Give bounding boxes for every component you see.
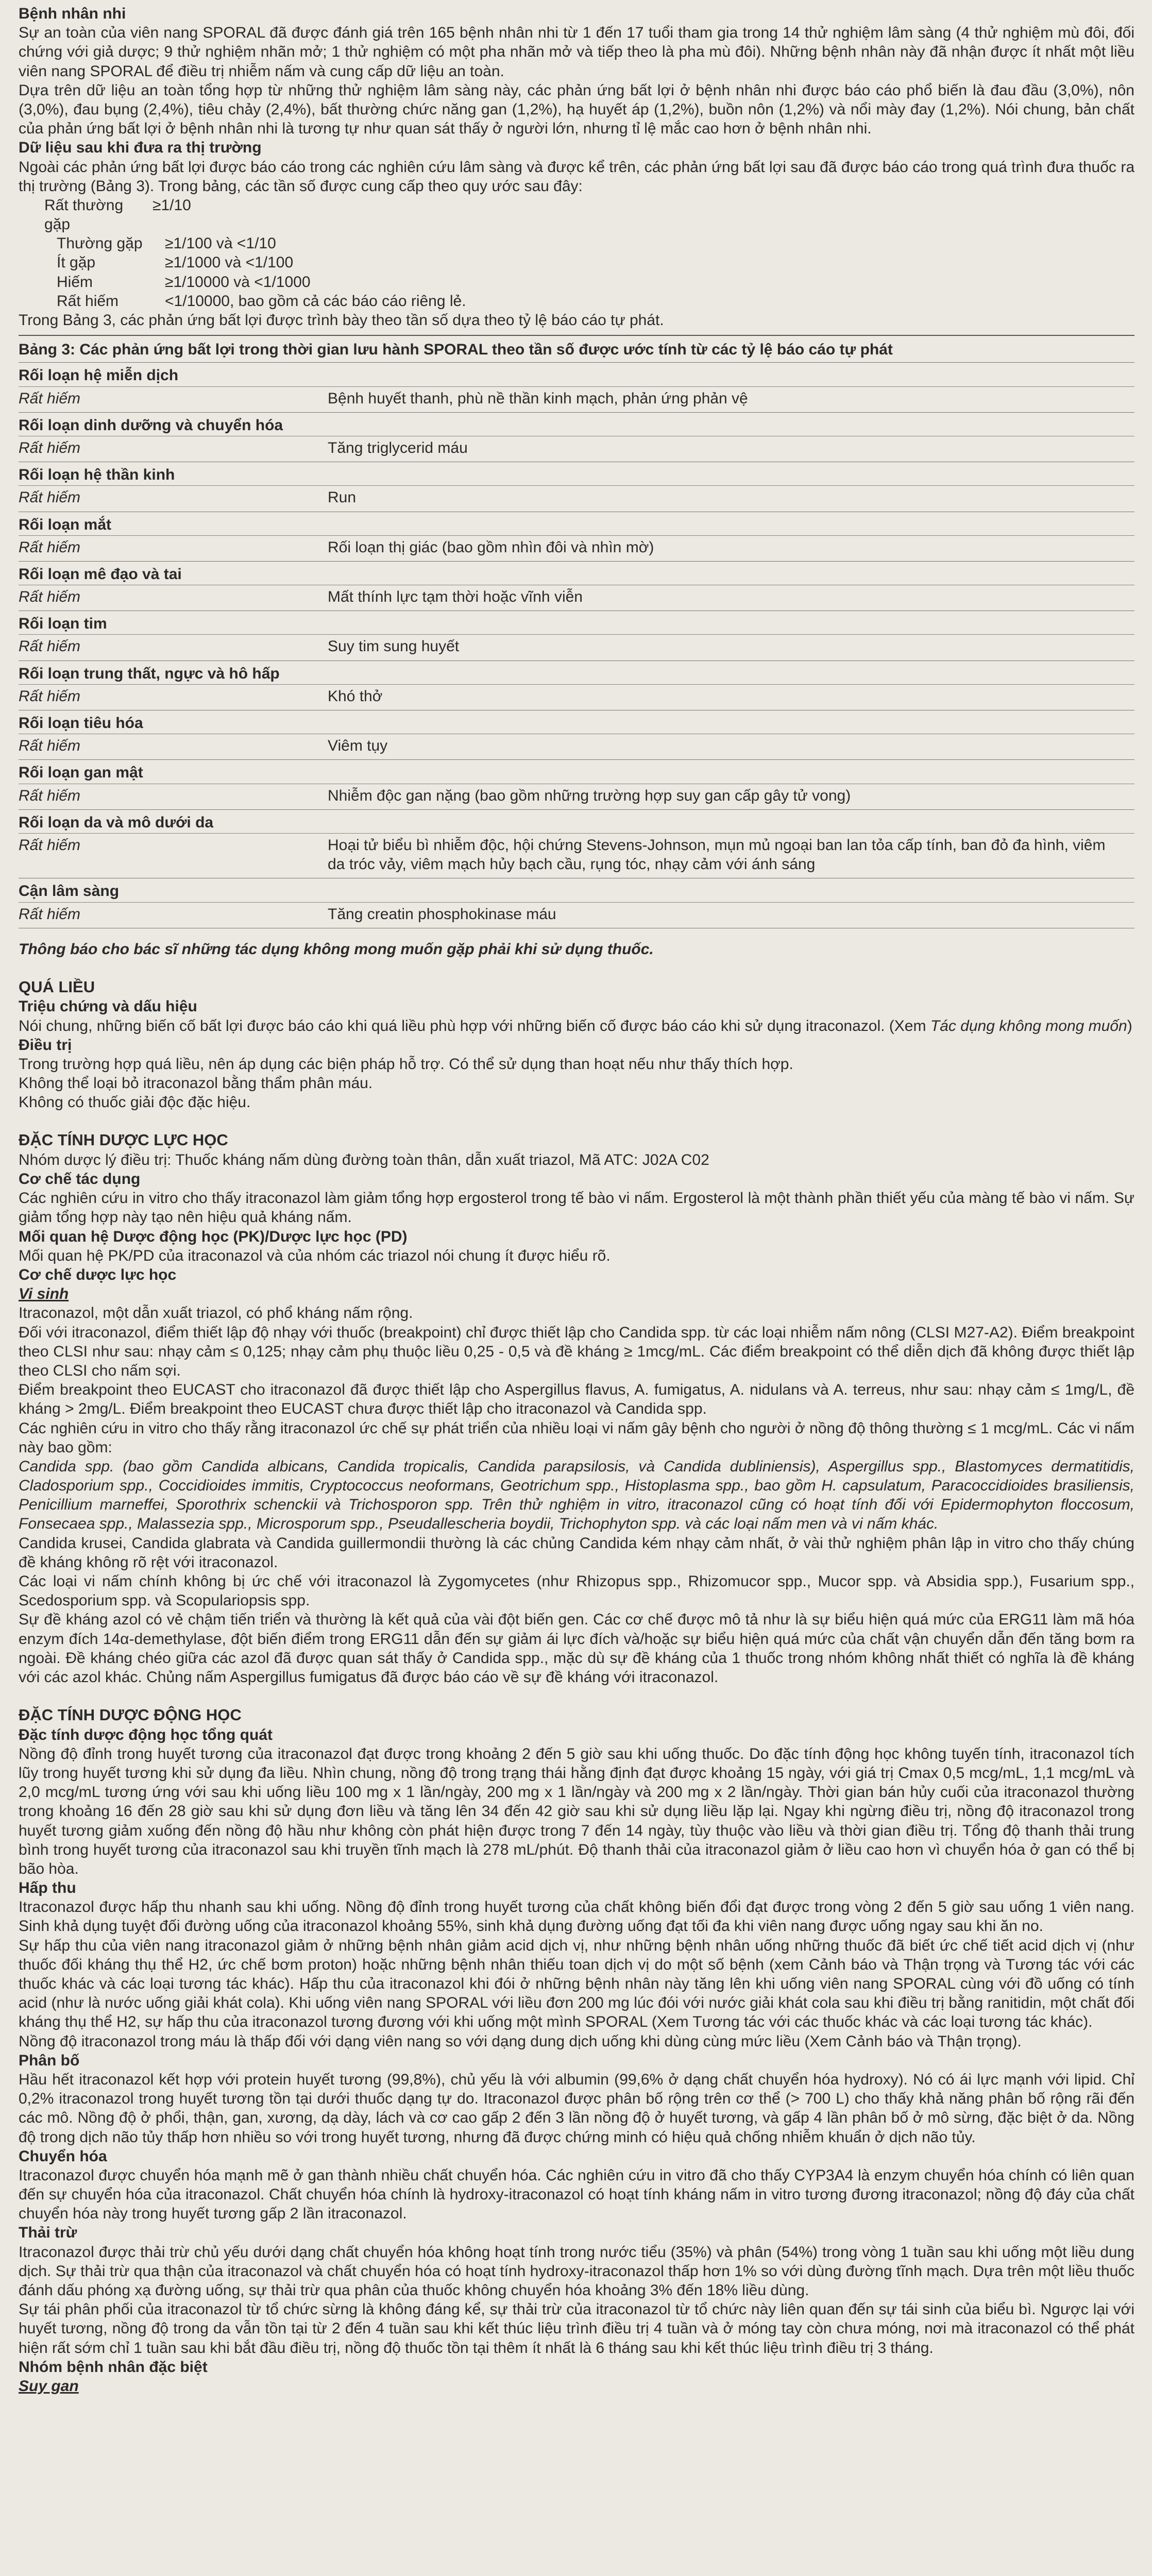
adverse-reaction: Hoại tử biểu bì nhiễm độc, hội chứng Stevens-Johnson, mụn mủ ngoại ban lan tỏa cấp tính, ban đỏ đa hình, viêm da tróc vảy, viêm mạch hủy bạch cầu, rụng tóc, nhạy cảm với ánh sáng: [328, 836, 1106, 873]
table-3: [19, 340, 1134, 959]
pharmacotherapeutic-group: Nhóm dược lý điều trị: Thuốc kháng nấm dùng đường toàn thân, dẫn xuất triazol, Mã ATC: J02A C02: [19, 1151, 709, 1168]
organ-class: Rối loạn mắt: [19, 516, 112, 533]
organ-class: Rối loạn tiêu hóa: [19, 715, 143, 732]
elimination-paragraph: Sự tái phân phối của itraconazol từ tổ chức sừng là không đáng kể, sự thải trừ của itraconazol từ tổ chức này liên quan đến sự tái sinh của biểu bì. Ngược lại với huyết tương, nồng độ trong da vẫn tồn tại từ 2 đến 4 tuần sau khi kết thúc liệu trình điều trị 4 tuần và ở móng tay còn chưa móng, nơi mà itraconazol có thể phát hiện rất sớm chỉ 1 tuần sau khi bắt đầu điều trị, nồng độ thuốc tồn tại thêm ít nhất là 6 tháng sau khi kết thúc liệu trình điều trị 3 tháng.: [19, 2301, 1134, 2357]
adverse-reaction: Viêm tụy: [328, 737, 388, 755]
organ-class: Cận lâm sàng: [19, 883, 120, 900]
symptoms-text-main: Nói chung, những biến cố bất lợi được báo cáo khi quá liều phù hợp với những biến cố được báo cáo khi sử dụng itraconazol. (Xem: [19, 1017, 930, 1035]
report-note: Thông báo cho bác sĩ những tác dụng không mong muốn gặp phải khi sử dụng thuốc.: [19, 940, 654, 958]
organ-class: Rối loạn dinh dưỡng và chuyển hóa: [19, 416, 283, 434]
organ-class: Rối loạn mê đạo và tai: [19, 565, 182, 583]
frequency-convention-list: [44, 196, 1134, 311]
table-row: [19, 363, 1134, 412]
adverse-reaction: Mất thính lực tạm thời hoặc vĩnh viễn: [328, 588, 583, 606]
overdose-section: [19, 977, 1134, 1112]
table-row: [19, 462, 1134, 512]
micro-paragraph: Điểm breakpoint theo EUCAST cho itraconazol đã được thiết lập cho Aspergillus flavus, A. fumigatus, A. nidulans và A. terreus, như sau: nhạy cảm ≤ 1mg/L, đề kháng > 2mg/L. Điểm breakpoint theo EUCAST chưa được thiết lập cho itraconazol và Candida spp.: [19, 1381, 1134, 1418]
frequency-row: [44, 253, 1134, 272]
microbiology-title: Vi sinh: [19, 1285, 69, 1303]
table-3-title: Bảng 3: Các phản ứng bất lợi trong thời gian lưu hành SPORAL theo tần số được ước tính từ các tỷ lệ báo cáo tự phát: [19, 341, 893, 359]
adverse-reaction: Bệnh huyết thanh, phù nề thần kinh mạch, phản ứng phản vệ: [328, 389, 748, 407]
postmarketing-section: [19, 138, 1134, 330]
frequency: Rất hiếm: [19, 787, 81, 804]
frequency-label: Ít gặp: [57, 254, 96, 272]
frequency-value: <1/10000, bao gồm cả các báo cáo riêng lẻ.: [165, 292, 466, 310]
general-pk-text: Nồng độ đỉnh trong huyết tương của itraconazol đạt được trong khoảng 2 đến 5 giờ sau khi uống thuốc. Do đặc tính động học không tuyến tính, itraconazol tích lũy trong huyết tương khi sử dụng đa liều. Nhìn chung, nồng độ trong trạng thái hằng định đạt được khoảng 15 ngày, với giá trị Cmax 0,5 mcg/mL, 1,1 mcg/mL và 2,0 mcg/mL tương ứng với sau khi uống liều 100 mg x 1 lần/ngày, 200 mg x 1 lần/ngày và 200 mg x 2 lần/ngày. Thời gian bán hủy cuối của itraconazol thường trong khoảng 16 đến 28 giờ sau khi sử dụng đơn liều và tăng lên 34 đến 42 giờ sau khi sử dụng liều lặp lại. Ngay khi ngừng điều trị, nồng độ itraconazol trong huyết tương giảm xuống đến nồng độ hầu như không còn phát hiện được trong 7 đến 14 ngày, tùy thuộc vào liều và thời gian điều trị. Tổng độ thanh thải trung bình trong huyết tương của itraconazol sau khi truyền tĩnh mạch là 278 mL/phút. Độ thanh thải của itraconazol giảm ở liều cao hơn vì chuyển hóa ở gan có thể bị bão hòa.: [19, 1745, 1134, 1877]
frequency: Rất hiếm: [19, 439, 81, 456]
frequency-row: [44, 196, 1134, 234]
table-row: [19, 710, 1134, 760]
frequency: Rất hiếm: [19, 687, 81, 705]
hepatic-impairment-title: Suy gan: [19, 2377, 79, 2395]
pediatric-paragraph-1: Sự an toàn của viên nang SPORAL đã được đánh giá trên 165 bệnh nhân nhi từ 1 đến 17 tuổi tham gia trong 14 thử nghiệm lâm sàng (4 thử nghiệm mù đôi, đối chứng với giả dược; 9 thử nghiệm nhãn mở; 1 thử nghiệm có một pha nhãn mở và tiếp theo là pha mù đôi). Những bệnh nhân này đã nhận được ít nhất một liều viên nang SPORAL để điều trị nhiễm nấm và cung cấp dữ liệu an toàn.: [19, 24, 1134, 80]
adverse-reaction: Rối loạn thị giác (bao gồm nhìn đôi và nhìn mờ): [328, 538, 654, 556]
micro-paragraph: Các nghiên cứu in vitro cho thấy rằng itraconazol ức chế sự phát triển của nhiều loại vi nấm gây bệnh cho người ở nồng độ thông thường ≤ 1 mcg/mL. Các vi nấm này bao gồm:: [19, 1419, 1134, 1456]
micro-paragraph: Itraconazol, một dẫn xuất triazol, có phổ kháng nấm rộng.: [19, 1304, 413, 1322]
frequency-label: Thường gặp: [57, 235, 143, 252]
table-row: [19, 661, 1134, 710]
pharmacodynamics-title: ĐẶC TÍNH DƯỢC LỰC HỌC: [19, 1131, 228, 1149]
frequency-value: ≥1/100 và <1/10: [165, 235, 276, 252]
adverse-reaction: Tăng creatin phosphokinase máu: [328, 905, 556, 923]
table-row: [19, 760, 1134, 809]
absorption-paragraph: Nồng độ itraconazol trong máu là thấp đối với dạng viên nang so với dạng dung dịch uống khi dùng cùng mức liều (Xem Cảnh báo và Thận trọng).: [19, 2032, 1022, 2050]
frequency: Rất hiếm: [19, 737, 81, 755]
organ-class: Rối loạn hệ miễn dịch: [19, 367, 179, 384]
symptoms-text-end: ): [1127, 1017, 1132, 1035]
symptoms-text: [19, 1016, 1134, 1036]
treatment-title: Điều trị: [19, 1036, 72, 1054]
postmarketing-intro: Ngoài các phản ứng bất lợi được báo cáo trong các nghiên cứu lâm sàng và được kể trên, các phản ứng bất lợi sau đã được báo cáo trong quá trình đưa thuốc ra thị trường (Bảng 3). Trong bảng, các tần số được cung cấp theo quy ước sau đây:: [19, 158, 1134, 195]
absorption-paragraph: Sự hấp thu của viên nang itraconazol giảm ở những bệnh nhân giảm acid dịch vị, như những bệnh nhân uống những thuốc đã biết ức chế tiết acid dịch vị (như thuốc đối kháng thụ thể H2, ức chế bơm proton) hoặc những bệnh nhân thiếu toan dịch vị do một số bệnh (xem Cảnh báo và Thận trọng và Tương tác với các thuốc khác và các loại tương tác khác). Hấp thu của itraconazol khi đói ở những bệnh nhân này tăng lên khi uống viên nang SPORAL cùng với đồ uống có tính acid (như là nước uống giải khát cola). Khi uống viên nang SPORAL với liều đơn 200 mg lúc đói với nước giải khát cola sau khi điều trị bằng ranitidin, một chất đối kháng thụ thể H2, sự hấp thu của itraconazol tương đương với khi uống một mình SPORAL (Xem Tương tác với các thuốc khác và các loại tương tác khác).: [19, 1937, 1134, 2031]
adverse-reaction: Tăng triglycerid máu: [328, 439, 468, 456]
frequency-row: [44, 234, 1134, 253]
table-row: [19, 562, 1134, 611]
micro-paragraph: Các loại vi nấm chính không bị ức chế với itraconazol là Zygomycetes (như Rhizopus spp., Rhizomucor spp., Mucor spp. và Absidia spp.), Fusarium spp., Scedosporium spp. và Scopulariopsis spp.: [19, 1573, 1134, 1609]
treatment-line: Không thể loại bỏ itraconazol bằng thẩm phân máu.: [19, 1075, 373, 1092]
elimination-paragraph: Itraconazol được thải trừ chủ yếu dưới dạng chất chuyển hóa không hoạt tính trong nước tiểu (35%) và phân (54%) trong vòng 1 tuần sau khi uống một liều dung dịch. Sự thải trừ qua thận của itraconazol và chất chuyển hóa có hoạt tính hydroxy-itraconazol thấp hơn 1% so với dùng đường tĩnh mạch. Dựa trên một liều thuốc đánh dấu phóng xạ đường uống, sự thải trừ qua phân của thuốc không chuyển hóa khoảng 3% đến 18% liều dùng.: [19, 2243, 1134, 2299]
micro-paragraph: Candida krusei, Candida glabrata và Candida guillermondii thường là các chủng Candida kém nhạy cảm nhất, ở vài thử nghiệm phân lập in vitro cho thấy chúng đề kháng không rõ rệt với itraconazol.: [19, 1534, 1134, 1571]
frequency-label: Rất thường gặp: [44, 196, 124, 233]
frequency-value: ≥1/10: [153, 196, 191, 214]
frequency-row: [44, 273, 1134, 292]
postmarketing-outro: Trong Bảng 3, các phản ứng bất lợi được trình bày theo tần số dựa theo tỷ lệ báo cáo tự phát.: [19, 312, 664, 329]
frequency-row: [44, 292, 1134, 311]
frequency-label: Hiếm: [57, 273, 93, 291]
table-row: [19, 878, 1134, 928]
cross-reference: Tác dụng không mong muốn: [930, 1017, 1127, 1035]
mechanism-title: Cơ chế tác dụng: [19, 1171, 141, 1188]
overdose-title: QUÁ LIỀU: [19, 977, 95, 996]
treatment-line: Trong trường hợp quá liều, nên áp dụng các biện pháp hỗ trợ. Có thể sử dụng than hoạt nếu như thấy thích hợp.: [19, 1055, 793, 1073]
mechanism-text: Các nghiên cứu in vitro cho thấy itraconazol làm giảm tổng hợp ergosterol trong tế bào vi nấm. Ergosterol là một thành phần thiết yếu của màng tế bào vi nấm. Sự giảm tổng hợp này tạo nên hiệu quả kháng nấm.: [19, 1190, 1134, 1226]
divider: [19, 335, 1134, 336]
pediatric-title: Bệnh nhân nhi: [19, 5, 126, 22]
micro-paragraph: Candida spp. (bao gồm Candida albicans, Candida tropicalis, Candida parapsilosis, và Candida dubliniensis), Aspergillus spp., Blastomyces dermatitidis, Cladosporium spp., Coccidioides immitis, Cryptococcus neoformans, Geotrichum spp., Histoplasma spp., bao gồm H. capsulatum, Paracoccidioides brasiliensis, Penicillium marneffei, Sporothrix schenckii và Trichosporon spp. Trên thử nghiệm in vitro, itraconazol cũng có hoạt tính đối với Epidermophyton floccosum, Fonsecaea spp., Malassezia spp., Microsporum spp., Pseudallescheria boydii, Trichophyton spp. và các loại nấm men và vi nấm khác.: [19, 1458, 1134, 1533]
metabolism-text: Itraconazol được chuyển hóa mạnh mẽ ở gan thành nhiều chất chuyển hóa. Các nghiên cứu in vitro đã cho thấy CYP3A4 là enzym chuyển hóa chính có liên quan đến sự chuyển hóa của itraconazol. Chất chuyển hóa chính là hydroxy-itraconazol có hoạt tính kháng nấm in vitro tương đương itraconazol; nồng độ đáy của chất chuyển hóa này trong huyết tương gấp 2 lần itraconazol.: [19, 2166, 1134, 2223]
table-row: [19, 611, 1134, 660]
adverse-reaction: Run: [328, 489, 357, 506]
table-row: [19, 413, 1134, 462]
distribution-title: Phân bố: [19, 2052, 80, 2069]
frequency: Rất hiếm: [19, 905, 81, 923]
adverse-reaction: Khó thở: [328, 687, 383, 705]
frequency-value: ≥1/10000 và <1/1000: [165, 273, 311, 291]
absorption-title: Hấp thu: [19, 1879, 76, 1897]
general-pk-title: Đặc tính dược động học tổng quát: [19, 1726, 273, 1743]
organ-class: Rối loạn hệ thần kinh: [19, 466, 175, 484]
mechanism2-title: Cơ chế dược lực học: [19, 1266, 177, 1283]
organ-class: Rối loạn tim: [19, 615, 107, 633]
frequency: Rất hiếm: [19, 389, 81, 407]
pediatric-paragraph-2: Dựa trên dữ liệu an toàn tổng hợp từ những thử nghiệm lâm sàng này, các phản ứng bất lợi ở bệnh nhân nhi được báo cáo phổ biến là đau đầu (3,0%), nôn (3,0%), đau bụng (2,4%), tiêu chảy (2,4%), bất thường chức năng gan (1,2%), hạ huyết áp (1,2%), buồn nôn (1,2%) và nổi mày đay (1,2%). Nói chung, bản chất của phản ứng bất lợi ở bệnh nhân nhi là tương tự như quan sát thấy ở người lớn, nhưng tỉ lệ mắc cao hơn ở bệnh nhân nhi.: [19, 81, 1134, 138]
organ-class: Rối loạn da và mô dưới da: [19, 814, 214, 831]
frequency: Rất hiếm: [19, 638, 81, 655]
table-row: [19, 810, 1134, 879]
treatment-line: Không có thuốc giải độc đặc hiệu.: [19, 1094, 251, 1111]
table-row: [19, 512, 1134, 562]
pharmacodynamics-section: [19, 1130, 1134, 1687]
metabolism-title: Chuyển hóa: [19, 2147, 107, 2165]
pediatric-section: [19, 4, 1134, 138]
frequency: Rất hiếm: [19, 588, 81, 606]
pharmacokinetics-title: ĐẶC TÍNH DƯỢC ĐỘNG HỌC: [19, 1706, 242, 1724]
frequency-value: ≥1/1000 và <1/100: [165, 254, 294, 272]
organ-class: Rối loạn gan mật: [19, 764, 143, 782]
postmarketing-title: Dữ liệu sau khi đưa ra thị trường: [19, 139, 262, 157]
adverse-reaction: Nhiễm độc gan nặng (bao gồm những trường hợp suy gan cấp gây tử vong): [328, 787, 851, 804]
frequency: Rất hiếm: [19, 538, 81, 556]
organ-class: Rối loạn trung thất, ngực và hô hấp: [19, 665, 280, 682]
micro-paragraph: Sự đề kháng azol có vẻ chậm tiến triển và thường là kết quả của vài đột biến gen. Các cơ chế được mô tả như là sự biểu hiện quá mức của ERG11 làm mã hóa enzym đích 14α-demethylase, đột biến điểm trong ERG11 dẫn đến sự giảm ái lực đích và/hoặc sự biểu hiện quá mức của chất vận chuyển dẫn đến tăng bơm ra ngoài. Đề kháng chéo giữa các azol đã được quan sát thấy ở Candida spp., mặc dù sự đề kháng của 1 thuốc trong nhóm không nhất thiết có nghĩa là đề kháng với các azol khác. Chủng nấm Aspergillus fumigatus đã được báo cáo về sự đề kháng với itraconazol.: [19, 1611, 1134, 1686]
frequency-label: Rất hiếm: [57, 292, 119, 310]
symptoms-title: Triệu chứng và dấu hiệu: [19, 998, 197, 1015]
elimination-title: Thải trừ: [19, 2224, 77, 2242]
frequency: Rất hiếm: [19, 489, 81, 506]
pkpd-title: Mối quan hệ Dược động học (PK)/Dược lực học (PD): [19, 1228, 408, 1245]
micro-paragraph: Đối với itraconazol, điểm thiết lập độ nhạy với thuốc (breakpoint) chỉ được thiết lập cho Candida spp. từ các loại nhiễm nấm nông (CLSI M27-A2). Điểm breakpoint theo CLSI như sau: nhạy cảm ≤ 0,125; nhạy cảm phụ thuộc liều 0,25 - 0,5 và đề kháng ≥ 1mcg/mL. Các điểm breakpoint có thể diễn dịch đã không được thiết lập theo CLSI cho nấm sợi.: [19, 1324, 1134, 1379]
pkpd-text: Mối quan hệ PK/PD của itraconazol và của nhóm các triazol nói chung ít được hiểu rõ.: [19, 1247, 611, 1264]
pharmacokinetics-section: [19, 1705, 1134, 2396]
distribution-text: Hầu hết itraconazol kết hợp với protein huyết tương (99,8%), chủ yếu là với albumin (99,6% ở dạng chất chuyển hóa hydroxy). Nó có ái lực mạnh với lipid. Chỉ 0,2% itraconazol trong huyết tương tồn tại dưới thuốc dạng tự do. Itraconazol được phân bố rộng trên cơ thể (> 700 L) cho thấy khả năng phân bố rộng rãi đến các mô. Nồng độ ở phổi, thận, gan, xương, dạ dày, lách và cơ cao gấp 2 đến 3 lần nồng độ ở huyết tương, và gấp 4 lần phân bố ở mô sừng, đặc biệt ở da. Nồng độ trong dịch não tủy thấp hơn nhiều so với trong huyết tương, nhưng đã được chứng minh có hiệu quả chống nhiễm khuẩn ở dịch não tủy.: [19, 2071, 1134, 2146]
frequency: Rất hiếm: [19, 836, 81, 854]
special-populations-title: Nhóm bệnh nhân đặc biệt: [19, 2358, 208, 2376]
adverse-reaction: Suy tim sung huyết: [328, 638, 460, 655]
absorption-paragraph: Itraconazol được hấp thu nhanh sau khi uống. Nồng độ đỉnh trong huyết tương của chất không biến đổi đạt được trong vòng 2 đến 5 giờ sau uống 1 viên nang. Sinh khả dụng tuyệt đối đường uống của itraconazol khoảng 55%, sinh khả dụng đường uống đạt tối đa khi viên nang được uống ngay sau khi ăn no.: [19, 1899, 1134, 1935]
